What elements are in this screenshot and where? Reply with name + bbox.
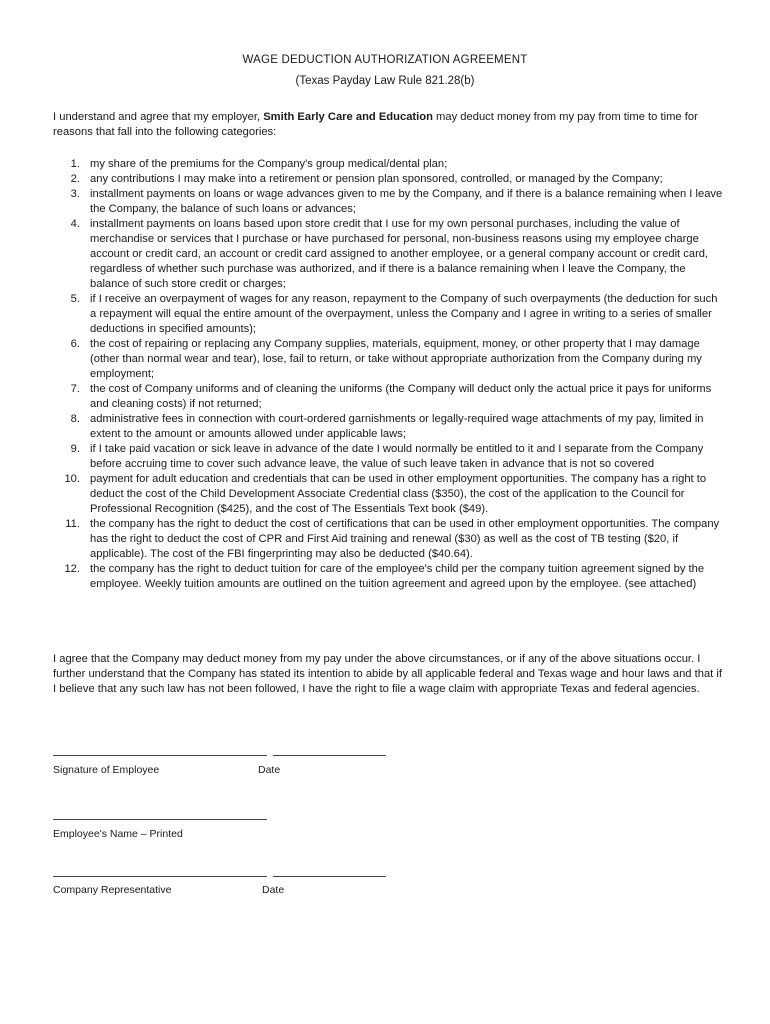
company-representative-label: Company Representative: [53, 884, 172, 896]
employee-name-line[interactable]: [53, 819, 267, 820]
list-item: [53, 292, 725, 337]
list-item-text: installment payments on loans or wage advances given to me by the Company, and if there is a balance remaining when I leave the Company, the balance of such loans or advances;: [90, 188, 723, 215]
employee-signature-label: Signature of Employee: [53, 764, 160, 776]
list-item: [53, 412, 725, 442]
list-item-text: installment payments on loans based upon store credit that I use for my own personal purchases, including the value of merchandise or services that I purchase or have purchased for personal, non-business reasons using my employee charge account or credit card, an account or credit card assigned to another employee, or a general company account or credit card, regardless of whether such purchase was authorized, and if there is a balance remaining when I leave the Company, the balance of such store credit or charges;: [90, 218, 709, 290]
employee-signature-line[interactable]: [53, 755, 267, 756]
document-subtitle: (Texas Payday Law Rule 821.28(b): [295, 75, 475, 87]
list-item-number: 5.: [70, 293, 80, 305]
list-item: [53, 187, 725, 217]
list-item-text: the company has the right to deduct tuition for care of the employee's child per the company tuition agreement signed by the employee. Weekly tuition amounts are outlined on the tuition agreement and agreed upon by the employee. (see attached): [90, 563, 705, 590]
list-item-text: administrative fees in connection with court-ordered garnishments or legally-required wage attachments of my pay, limited in extent to the amount or amounts allowed under applicable laws;: [90, 413, 704, 440]
date-label: Date: [262, 884, 285, 896]
date-label: Date: [258, 764, 281, 776]
list-item-number: 10.: [64, 473, 80, 485]
deduction-categories-list: [53, 157, 725, 592]
list-item-number: 2.: [70, 173, 80, 185]
list-item-number: 7.: [70, 383, 80, 395]
list-item: [53, 442, 725, 472]
list-item-number: 3.: [70, 188, 80, 200]
intro-paragraph: [53, 110, 723, 140]
document-title: WAGE DEDUCTION AUTHORIZATION AGREEMENT: [242, 54, 528, 66]
list-item-text: my share of the premiums for the Company's group medical/dental plan;: [90, 158, 448, 170]
list-item: [53, 337, 725, 382]
intro-text-before: I understand and agree that my employer,: [53, 111, 264, 123]
list-item: [53, 172, 725, 187]
company-date-line[interactable]: [273, 876, 386, 877]
list-item: [53, 562, 725, 592]
list-item-text: the cost of Company uniforms and of cleaning the uniforms (the Company will deduct only the actual price it pays for uniforms and cleaning costs) if not returned;: [90, 383, 712, 410]
company-representative-line[interactable]: [53, 876, 267, 877]
list-item: [53, 382, 725, 412]
list-item-text: the company has the right to deduct the cost of certifications that can be used in other employment opportunities. The company has the right to deduct the cost of CPR and First Aid training and renewal ($30) as well as the cost of TB testing ($20, if applicable). The cost of the FBI fingerprinting may also be deducted ($40.64).: [90, 518, 720, 560]
list-item-text: if I take paid vacation or sick leave in advance of the date I would normally be entitled to it and I separate from the Company before accruing time to cover such advance leave, the value of such leave taken in advance that is not so covered: [90, 443, 704, 470]
list-item-number: 6.: [70, 338, 80, 350]
list-item-number: 11.: [65, 518, 80, 530]
list-item-text: payment for adult education and credentials that can be used in other employment opportunities. The company has a right to deduct the cost of the Child Development Associate Credential class ($350), the cost of the application to the Council for Professional Recognition ($425), and the cost of The Essentials Text book ($49).: [90, 473, 707, 515]
employee-date-line[interactable]: [273, 755, 386, 756]
list-item-number: 4.: [70, 218, 80, 230]
list-item: [53, 217, 725, 292]
employer-name: Smith Early Care and Education: [263, 111, 433, 123]
list-item-number: 1.: [70, 158, 80, 170]
list-item: [53, 472, 725, 517]
list-item: [53, 517, 725, 562]
list-item-number: 9.: [70, 443, 80, 455]
list-item-text: the cost of repairing or replacing any Company supplies, materials, equipment, money, or other property that I may damage (other than normal wear and tear), lose, fail to return, or take without appropriate authorization from the Company during my employment;: [90, 338, 702, 380]
employee-name-label: Employee's Name – Printed: [53, 828, 183, 840]
list-item-number: 8.: [70, 413, 80, 425]
list-item: [53, 157, 725, 172]
list-item-text: if I receive an overpayment of wages for any reason, repayment to the Company of such overpayments (the deduction for such a repayment will equal the entire amount of the overpayment, unless the Company and I agree in writing to a series of smaller deductions in specified amounts);: [90, 293, 718, 335]
intro-text-after: may deduct money from my pay from time to time for reasons that fall into the following categories:: [53, 111, 698, 138]
list-item-number: 12.: [64, 563, 80, 575]
list-item-text: any contributions I may make into a retirement or pension plan sponsored, controlled, or managed by the Company;: [90, 173, 663, 185]
closing-paragraph: I agree that the Company may deduct money from my pay under the above circumstances, or if any of the above situations occur. I further understand that the Company has stated its intention to abide by all applicable federal and Texas wage and hour laws and that if I believe that any such law has not been followed, I have the right to file a wage claim with appropriate Texas and federal agencies.: [53, 653, 722, 695]
